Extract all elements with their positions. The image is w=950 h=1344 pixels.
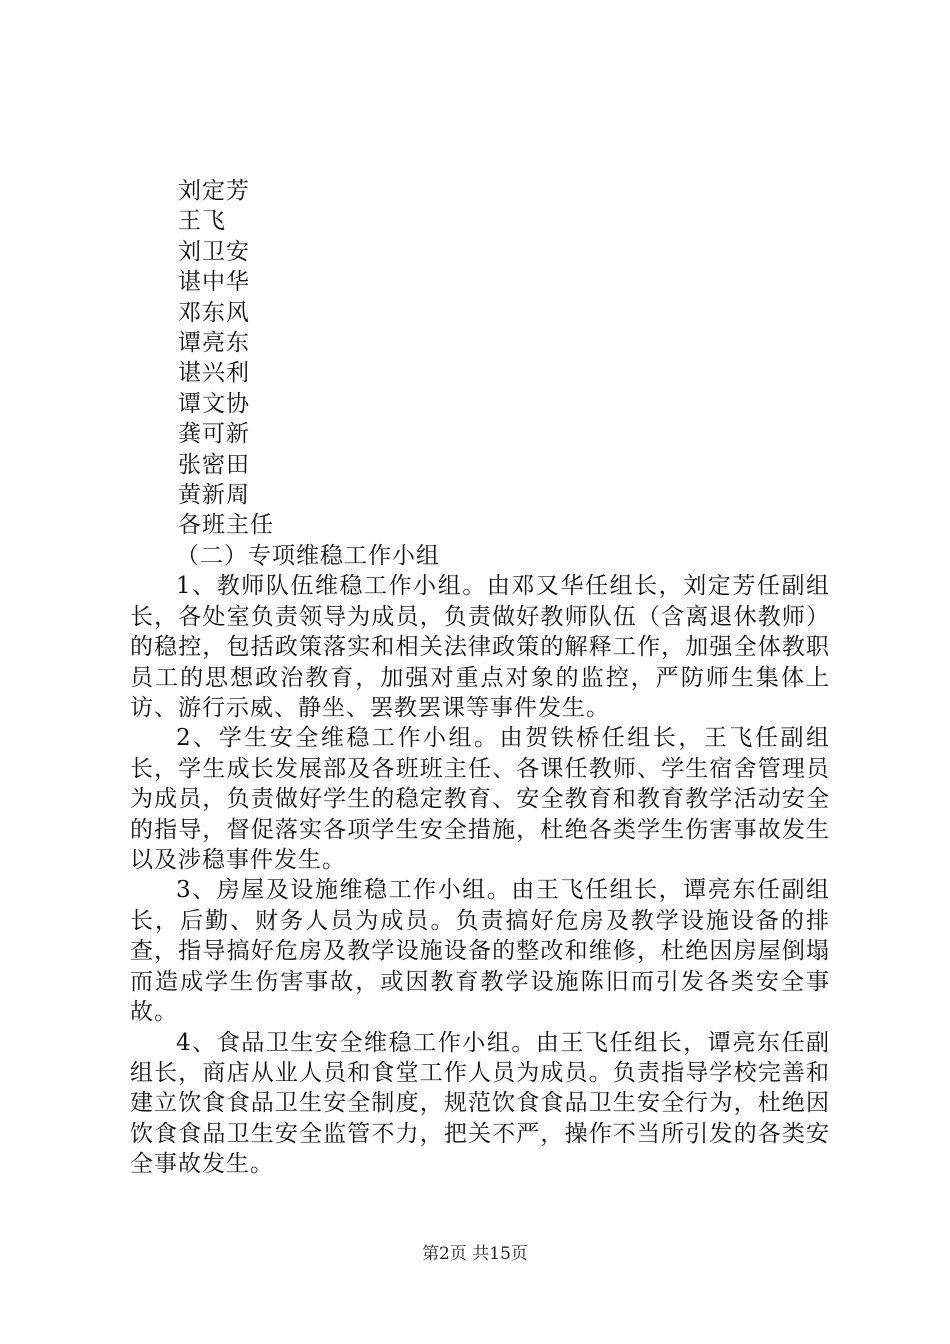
- member-name: 谌中华: [178, 269, 250, 296]
- member-name: 王飞: [178, 208, 226, 235]
- member-name: 刘卫安: [178, 238, 250, 265]
- member-name: 谭亮东: [178, 329, 250, 356]
- paragraph-student-safety: 2、学生安全维稳工作小组。由贺铁桥任组长，王飞任副组长，学生成长发展部及各班班主任、各课任教师、学生宿舍管理员为成员，负责做好学生的稳定教育、安全教育和教育教学活动安全的指导，督促落实各项学生安全措施，杜绝各类学生伤害事故发生以及涉稳事件发生。: [130, 725, 830, 874]
- member-name: 各班主任: [178, 512, 274, 539]
- page-number-footer: 第2页 共15页: [422, 1244, 528, 1264]
- member-name: 邓东风: [178, 299, 250, 326]
- member-name: 张密田: [178, 451, 250, 478]
- member-name: 龚可新: [178, 421, 250, 448]
- member-name: 刘定芳: [178, 178, 250, 204]
- paragraph-teacher-team: 1、教师队伍维稳工作小组。由邓又华任组长，刘定芳任副组长，各处室负责领导为成员，负责做好教师队伍（含离退休教师）的稳控，包括政策落实和相关法律政策的解释工作，加强全体教职员工的思想政治教育，加强对重点对象的监控，严防师生集体上访、游行示威、静坐、罢教罢课等事件发生。: [130, 573, 830, 722]
- document-body: [130, 541, 830, 1180]
- paragraph-food-hygiene: 4、食品卫生安全维稳工作小组。由王飞任组长，谭亮东任副组长，商店从业人员和食堂工作人员为成员。负责指导学校完善和建立饮食食品卫生安全制度，规范饮食食品卫生安全行为，杜绝因饮食食品卫生安全监管不力，把关不严，操作不当所引发的各类安全事故发生。: [130, 1029, 830, 1178]
- section-heading: （二）专项维稳工作小组: [176, 543, 440, 569]
- member-name: 谭文协: [178, 390, 250, 417]
- member-name: 黄新周: [178, 481, 250, 508]
- member-name: 谌兴利: [178, 360, 250, 387]
- member-name-list: [178, 176, 274, 541]
- paragraph-building-facilities: 3、房屋及设施维稳工作小组。由王飞任组长，谭亮东任副组长，后勤、财务人员为成员。负责搞好危房及教学设施设备的排查，指导搞好危房及教学设施设备的整改和维修，杜绝因房屋倒塌而造成学生伤害事故，或因教育教学设施陈旧而引发各类安全事故。: [130, 877, 830, 1026]
